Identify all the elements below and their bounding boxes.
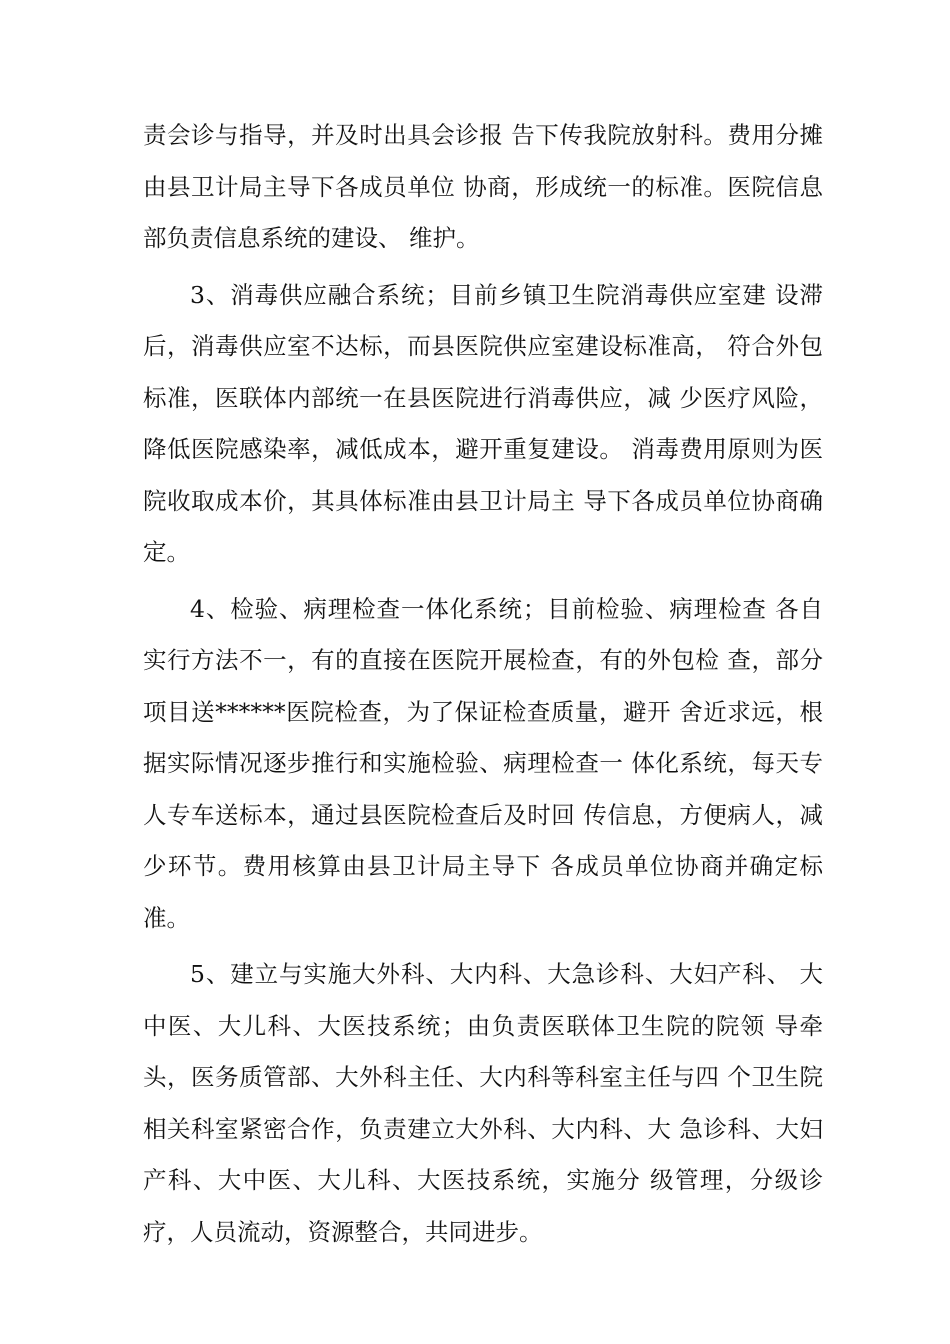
paragraph-3 — [143, 584, 823, 945]
text-line: 中医、大儿科、大医技系统；由负责医联体卫生院的院领 导牵 — [143, 1011, 823, 1040]
text-line: 标准，医联体内部统一在县医院进行消毒供应，减 少医疗风险， — [143, 383, 823, 412]
text-line: 3、消毒供应融合系统；目前乡镇卫生院消毒供应室建 设滞 — [190, 280, 823, 309]
text-line: 责会诊与指导，并及时出具会诊报 告下传我院放射科。费用分摊 — [143, 121, 823, 149]
text-line: 相关科室紧密合作，负责建立大外科、大内科、大 急诊科、大妇 — [143, 1114, 823, 1143]
text-line: 部负责信息系统的建设、 维护。 — [143, 224, 480, 252]
text-line: 头，医务质管部、大外科主任、大内科等科室主任与四 个卫生院 — [143, 1063, 823, 1091]
paragraph-4 — [143, 949, 823, 1258]
text-line: 5、建立与实施大外科、大内科、大急诊科、大妇产科、 大 — [190, 960, 823, 988]
paragraph-2 — [143, 270, 823, 579]
paragraph-1 — [143, 110, 823, 265]
text-line: 院收取成本价，其具体标准由县卫计局主 导下各成员单位协商确 — [143, 486, 823, 515]
text-line: 后，消毒供应室不达标，而县医院供应室建设标准高， 符合外包 — [143, 332, 823, 360]
document-body — [143, 110, 823, 1258]
text-line: 准。 — [143, 903, 190, 932]
text-line: 产科、大中医、大儿科、大医技系统，实施分 级管理，分级诊 — [143, 1166, 823, 1194]
text-line: 实行方法不一，有的直接在医院开展检查，有的外包检 查，部分 — [143, 646, 823, 674]
text-line: 4、检验、病理检查一体化系统；目前检验、病理检查 各自 — [190, 594, 823, 623]
text-line: 降低医院感染率，减低成本，避开重复建设。 消毒费用原则为医 — [143, 435, 823, 463]
text-line: 疗，人员流动，资源整合，共同进步。 — [143, 1217, 543, 1246]
text-line: 少环节。费用核算由县卫计局主导下 各成员单位协商并确定标 — [143, 852, 823, 880]
text-line: 定。 — [143, 538, 190, 566]
text-line: 人专车送标本，通过县医院检查后及时回 传信息，方便病人，减 — [143, 800, 823, 829]
text-line: 由县卫计局主导下各成员单位 协商，形成统一的标准。医院信息 — [143, 172, 823, 201]
text-line: 据实际情况逐步推行和实施检验、病理检查一 体化系统，每天专 — [143, 749, 823, 777]
text-line: 项目送******医院检查，为了保证检查质量，避开 舍近求远，根 — [143, 697, 823, 726]
